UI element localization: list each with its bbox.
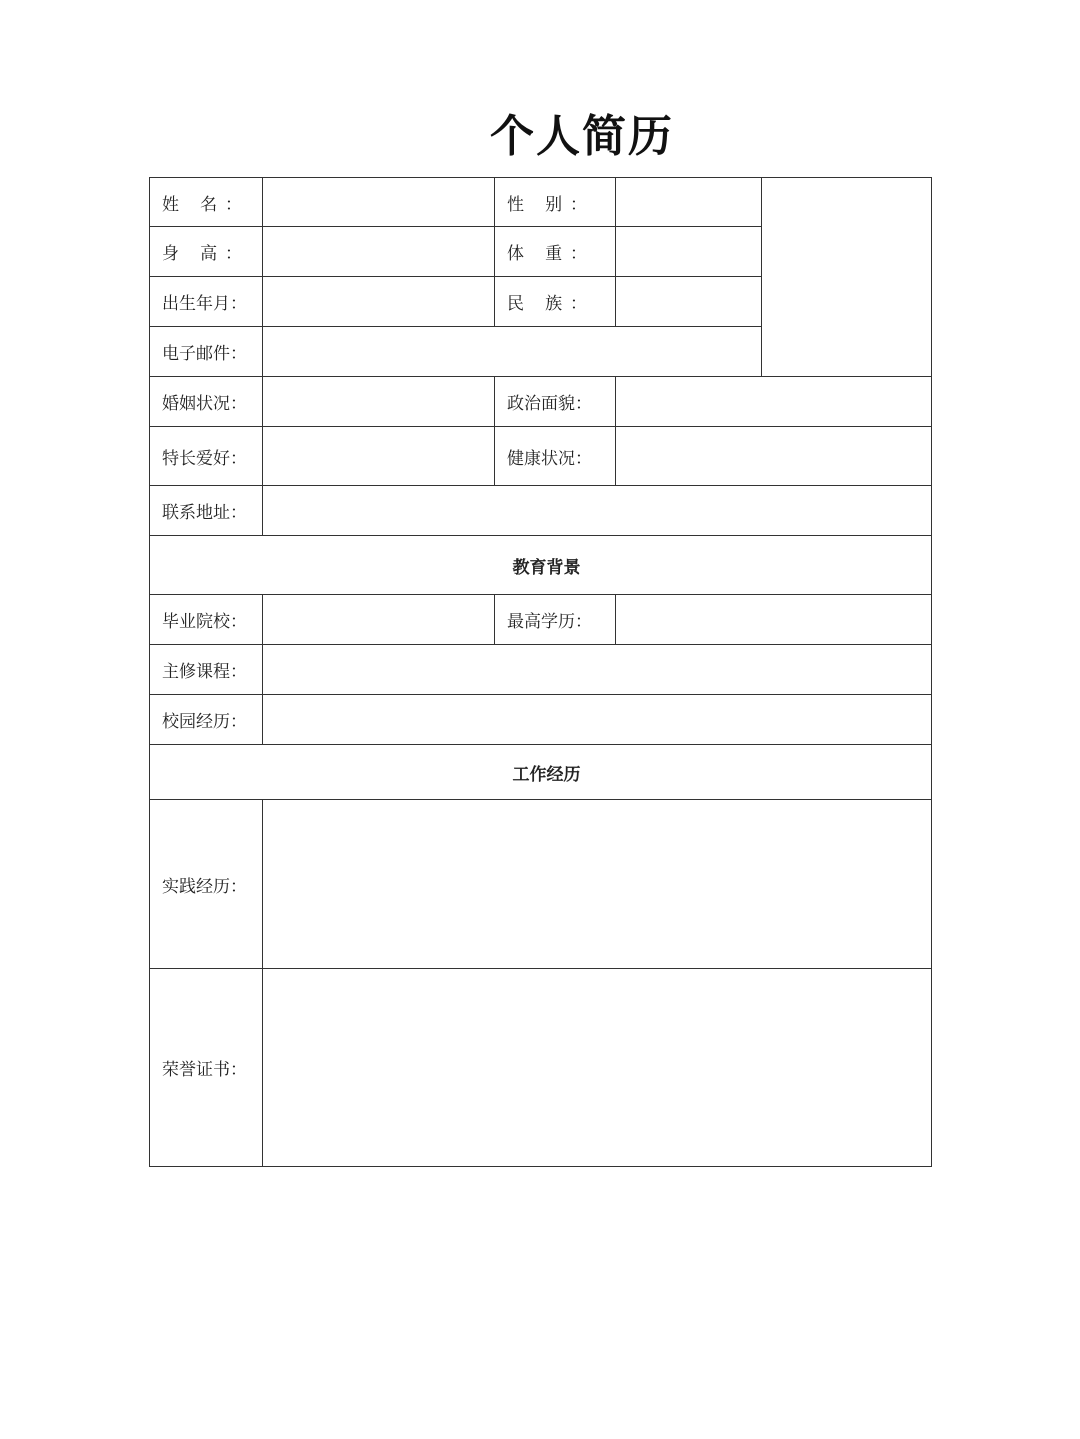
work-heading: 工作经历 xyxy=(150,745,932,800)
practice-field[interactable] xyxy=(263,800,932,969)
birth-field[interactable] xyxy=(263,277,495,327)
honors-field[interactable] xyxy=(263,969,932,1167)
weight-field[interactable] xyxy=(616,227,762,277)
campus-field[interactable] xyxy=(263,695,932,745)
row-name-gender xyxy=(150,178,932,227)
courses-label: 主修课程： xyxy=(150,645,263,695)
ethnicity-label: 民 族： xyxy=(495,277,616,327)
row-hobby-health xyxy=(150,427,932,486)
weight-label: 体 重： xyxy=(495,227,616,277)
practice-label: 实践经历： xyxy=(150,800,263,969)
height-label: 身 高： xyxy=(150,227,263,277)
ethnicity-field[interactable] xyxy=(616,277,762,327)
gender-field[interactable] xyxy=(616,178,762,227)
height-field[interactable] xyxy=(263,227,495,277)
marital-label: 婚姻状况： xyxy=(150,377,263,427)
school-field[interactable] xyxy=(263,595,495,645)
degree-field[interactable] xyxy=(616,595,932,645)
row-address xyxy=(150,486,932,536)
education-heading: 教育背景 xyxy=(150,536,932,595)
birth-label: 出生年月： xyxy=(150,277,263,327)
row-practice xyxy=(150,800,932,969)
school-label: 毕业院校： xyxy=(150,595,263,645)
row-courses xyxy=(150,645,932,695)
hobby-field[interactable] xyxy=(263,427,495,486)
political-field[interactable] xyxy=(616,377,932,427)
honors-label: 荣誉证书： xyxy=(150,969,263,1167)
row-work-heading xyxy=(150,745,932,800)
health-label: 健康状况： xyxy=(495,427,616,486)
degree-label: 最高学历： xyxy=(495,595,616,645)
address-field[interactable] xyxy=(263,486,932,536)
name-label: 姓 名： xyxy=(150,178,263,227)
row-education-heading xyxy=(150,536,932,595)
courses-field[interactable] xyxy=(263,645,932,695)
page-title: 个人简历 xyxy=(490,111,674,162)
resume-table xyxy=(149,177,932,1167)
address-label: 联系地址： xyxy=(150,486,263,536)
health-field[interactable] xyxy=(616,427,932,486)
political-label: 政治面貌： xyxy=(495,377,616,427)
row-marital-political xyxy=(150,377,932,427)
row-school-degree xyxy=(150,595,932,645)
email-field[interactable] xyxy=(263,327,762,377)
row-honors xyxy=(150,969,932,1167)
photo-box[interactable] xyxy=(762,178,932,377)
row-campus xyxy=(150,695,932,745)
name-field[interactable] xyxy=(263,178,495,227)
marital-field[interactable] xyxy=(263,377,495,427)
email-label: 电子邮件： xyxy=(150,327,263,377)
hobby-label: 特长爱好： xyxy=(150,427,263,486)
campus-label: 校园经历： xyxy=(150,695,263,745)
gender-label: 性 别： xyxy=(495,178,616,227)
